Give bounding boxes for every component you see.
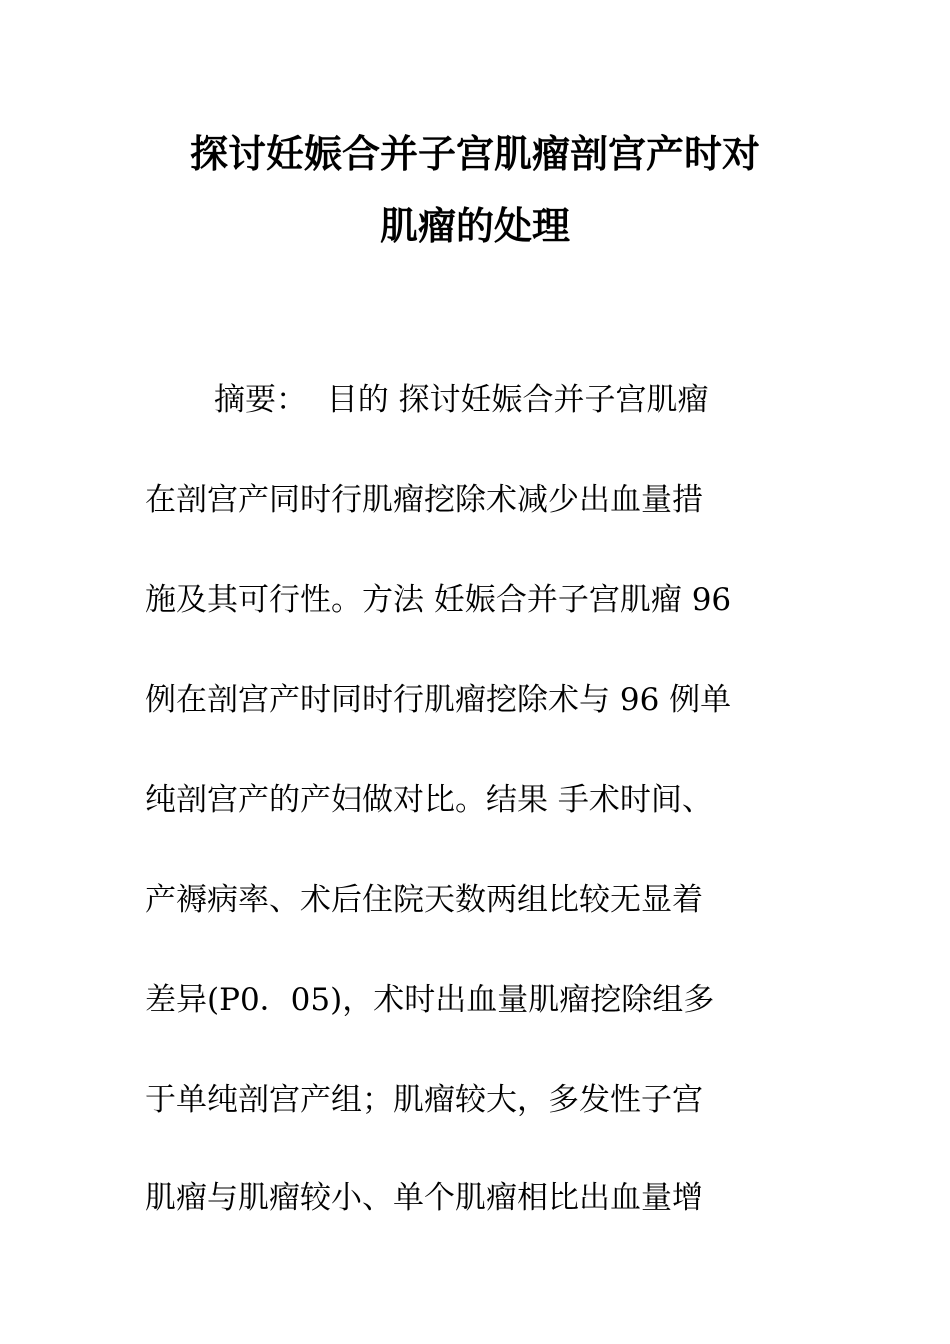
abstract-line-5: 纯剖宫产的产妇做对比。结果 手术时间、 (145, 782, 713, 818)
abstract-line-1: 摘要： 目的 探讨妊娠合并子宫肌瘤 (214, 382, 709, 418)
abstract-line-4: 例在剖宫产时同时行肌瘤挖除术与 96 例单 (145, 682, 732, 718)
document-title-line-2: 肌瘤的处理 (379, 204, 570, 248)
abstract-line-2: 在剖宫产同时行肌瘤挖除术减少出血量措 (145, 482, 703, 518)
abstract-line-8: 于单纯剖宫产组；肌瘤较大，多发性子宫 (145, 1082, 703, 1118)
document-title-line-1: 探讨妊娠合并子宫肌瘤剖宫产时对 (189, 132, 760, 176)
abstract-line-3: 施及其可行性。方法 妊娠合并子宫肌瘤 96 (145, 582, 732, 618)
abstract-line-9: 肌瘤与肌瘤较小、单个肌瘤相比出血量增 (145, 1180, 703, 1216)
abstract-line-7: 差异(P0．05)，术时出血量肌瘤挖除组多 (145, 982, 715, 1018)
abstract-line-6: 产褥病率、术后住院天数两组比较无显着 (145, 882, 703, 918)
